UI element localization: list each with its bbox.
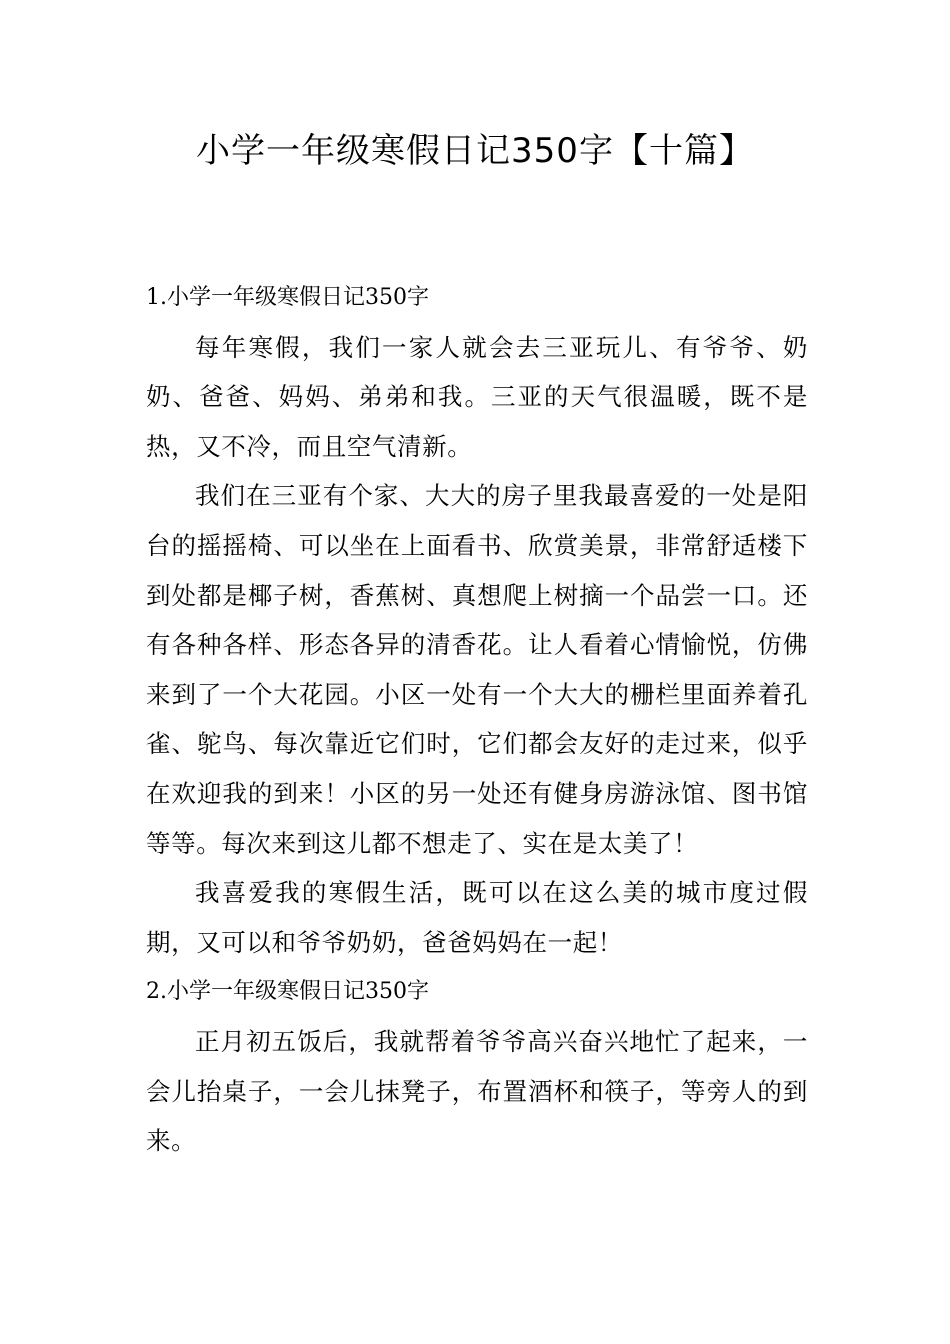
diary-section-1 [146,273,808,967]
paragraph: 我喜爱我的寒假生活，既可以在这么美的城市度过假期，又可以和爷爷奶奶，爸爸妈妈在一起！ [146,878,808,957]
paragraph: 正月初五饭后，我就帮着爷爷高兴奋兴地忙了起来，一会儿抬桌子，一会儿抹凳子，布置酒杯和筷子，等旁人的到来。 [146,1026,808,1156]
paragraph: 每年寒假，我们一家人就会去三亚玩儿、有爷爷、奶奶、爸爸、妈妈、弟弟和我。三亚的天气很温暖，既不是热，又不冷，而且空气清新。 [146,332,808,461]
section-heading: 1.小学一年级寒假日记350字 [146,285,429,310]
document-body [146,273,808,1166]
paragraph: 我们在三亚有个家、大大的房子里我最喜爱的一处是阳台的摇摇椅、可以坐在上面看书、欣赏美景，非常舒适楼下到处都是椰子树，香蕉树、真想爬上树摘一个品尝一口。还有各种各样、形态各异的清香花。让人看着心情愉悦，仿佛来到了一个大花园。小区一处有一个大大的栅栏里面养着孔雀、鸵鸟、每次靠近它们时，它们都会友好的走过来，似乎在欢迎我的到来！小区的另一处还有健身房游泳馆、图书馆等等。每次来到这儿都不想走了、实在是太美了！ [146,481,808,858]
diary-section-2 [146,967,808,1165]
document-title: 小学一年级寒假日记350字【十篇】 [196,131,754,171]
section-heading: 2.小学一年级寒假日记350字 [146,979,429,1005]
